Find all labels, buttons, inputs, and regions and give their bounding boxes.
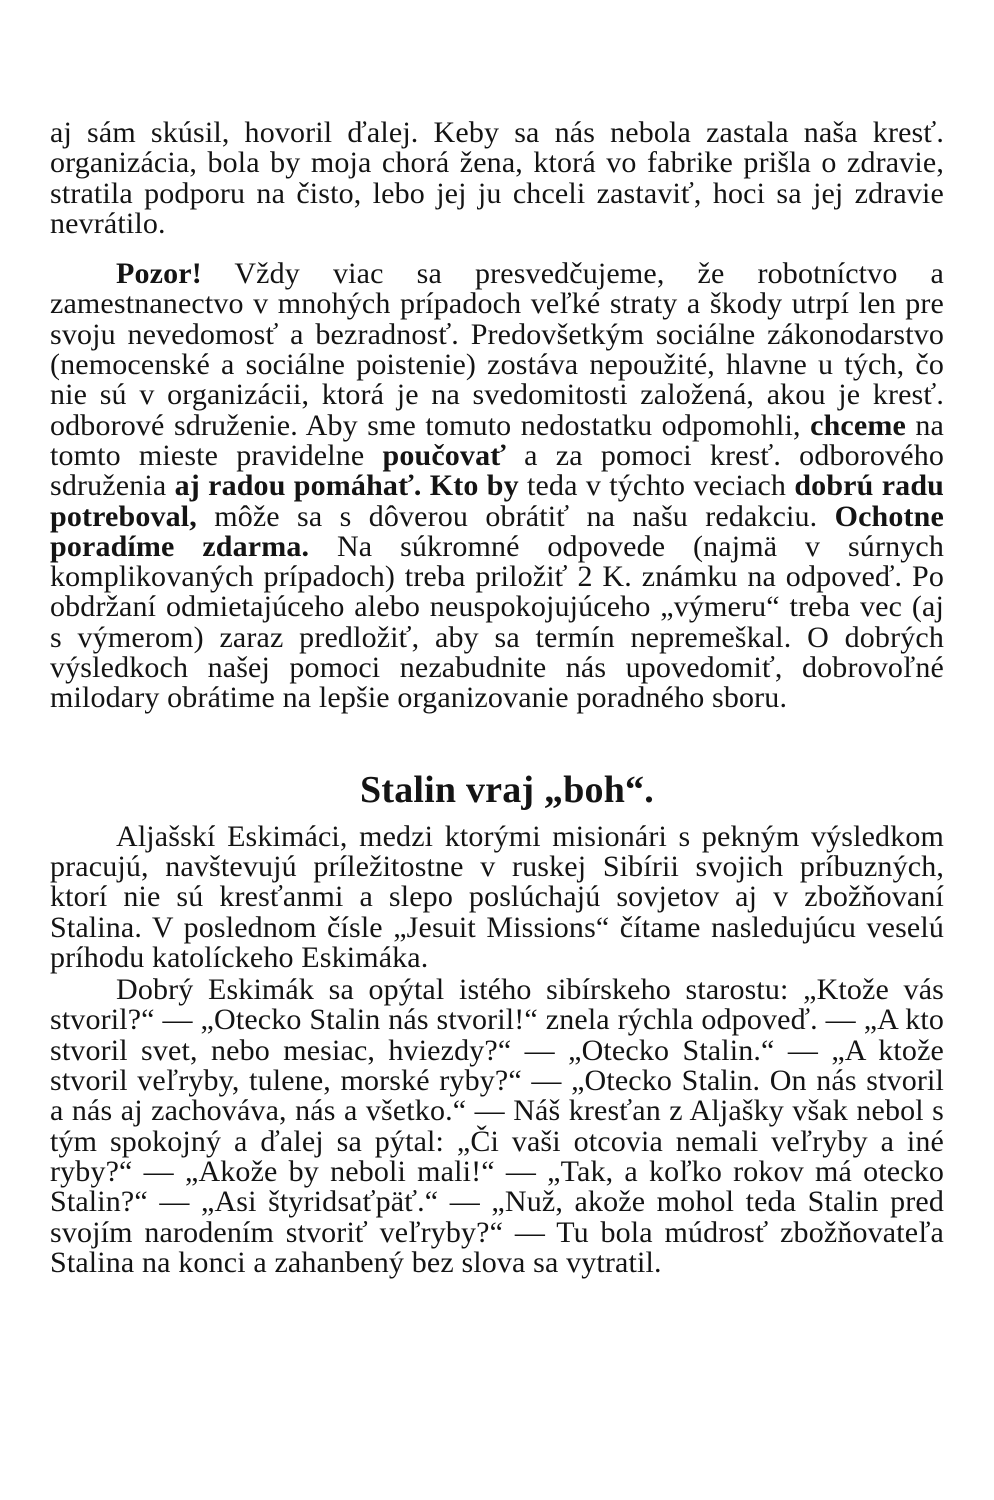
paragraph-eskimo-intro: Aljašskí Eskimáci, medzi ktorými misionári s pekným výsledkom pracujú, navštevujú príležitostne v ruskej Sibírii svojich príbuzných, ktorí nie sú kresťanmi a slepo poslúchajú sovjetov aj v zbožňovaní Stalina. V poslednom čísle „Jesuit Missions“ čítame nasledujúcu veselú príhodu katolíckeho Eskimáka. [50,819,944,974]
paragraph-testimony: aj sám skúsil, hovoril ďalej. Keby sa nás nebola zastala naša kresť. organizácia, bola by moja chorá žena, ktorá vo fabrike prišla o zdravie, stratila podporu na čisto, lebo jej ju chceli zastaviť, hoci sa jej zdravie nevrátilo. [50,116,944,240]
article-continuation [50,118,944,714]
paragraph-advice-notice: Pozor! Vždy viac sa presvedčujeme, že robotníctvo a zamestnanectvo v mnohých prípadoch veľké straty a škody utrpí len pre svoju nevedomosť a bezradnosť. Predovšetkým sociálne zákonodarstvo (nemocenské a sociálne poistenie) zostáva nepoužité, hlavne u tých, čo nie sú v organizácii, ktorá je na svedomitosti založená, akou je kresť. odborové sdruženie. Aby sme tomuto nedostatku odpomohli, chceme na tomto mieste pravidelne poučovať a za pomoci kresť. odborového sdruženia aj radou pomáhať. Kto by teda v týchto veciach dobrú radu potreboval, môže sa s dôverou obrátiť na našu redakciu. Ochotne poradíme zdarma. Na súkromné odpovede (najmä v súrnych komplikovaných prípadoch) treba priložiť 2 K. známku na odpoveď. Po obdržaní odmietajúceho alebo neuspokojujúceho „výmeru“ treba vec (aj s výmerom) zaraz predložiť, aby sa termín nepremeškal. O dobrých výsledkoch našej pomoci nezabudnite nás upovedomiť, dobrovoľné milodary obrátime na lepšie organizovanie poradného sboru. [50,257,945,715]
article-stalin [50,819,944,1279]
notice-keyword: Pozor! [116,257,202,291]
document-page [50,118,944,1278]
article-heading: Stalin vraj „boh“. [360,768,654,811]
paragraph-eskimo-dialogue: Dobrý Eskimák sa opýtal istého sibírskeho starostu: „Ktože vás stvoril?“ — „Otecko Stalin nás stvoril!“ znela rýchla odpoveď. — „A kto stvoril svet, nebo mesiac, hviezdy?“ — „Otecko Stalin.“ — „A ktože stvoril veľryby, tulene, morské ryby?“ — „Otecko Stalin. On nás stvoril a nás aj zachováva, nás a všetko.“ — Náš kresťan z Aljašky však nebol s tým spokojný a ďalej sa pýtal: „Či vaši otcovia nemali veľryby a iné ryby?“ — „Akože by neboli mali!“ — „Tak, a koľko rokov má otecko Stalin?“ — „Asi štyridsaťpäť.“ — „Nuž, akože mohol teda Stalin pred svojím narodením stvoriť veľryby?“ — Tu bola múdrosť zbožňovateľa Stalina na konci a zahanbený bez slova sa vytratil. [50,973,944,1279]
